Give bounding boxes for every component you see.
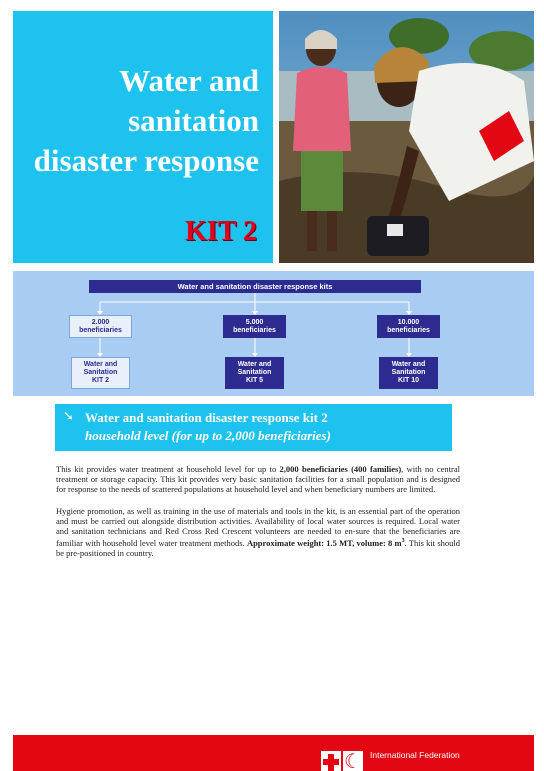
section-subheading: household level (for up to 2,000 beneficiaries) xyxy=(85,428,331,443)
paragraph-1-text-a: This kit provides water treatment at household level for up to xyxy=(56,464,280,474)
hero-title xyxy=(9,61,259,181)
red-cross-logo-icon xyxy=(321,751,341,771)
hero-photo-illustration xyxy=(279,11,534,263)
diagram-kit-2: Water and Sanitation KIT 2 xyxy=(71,357,130,389)
section-banner xyxy=(55,404,452,451)
arrow-icon: ➘ xyxy=(63,409,74,424)
hero-title-line-1: Water and xyxy=(119,63,259,98)
body-text xyxy=(56,464,460,570)
hero-photo xyxy=(279,11,534,263)
paragraph-2-text-d: . This kit should be pre-positioned in country. xyxy=(56,537,460,558)
footer-bar xyxy=(13,735,534,771)
paragraph-2 xyxy=(56,506,460,558)
footer-organization-name: International Federation xyxy=(370,750,460,760)
paragraph-1 xyxy=(56,464,460,494)
diagram-kit-5: Water and Sanitation KIT 5 xyxy=(225,357,284,389)
paragraph-2-bold-text: Approximate weight: 1.5 MT, volume: 8 m xyxy=(246,537,402,548)
diagram-beneficiaries-10000: 10.000 beneficiaries xyxy=(377,315,440,338)
red-crescent-logo-icon: ☾ xyxy=(344,751,362,771)
diagram-beneficiaries-2000: 2.000 beneficiaries xyxy=(69,315,132,338)
paragraph-2-text-a: Hygiene promotion, as well as training in the use of materials and tools in the kit, is an essential part of the operation and must be carried out alongside distribution activities. Availability of local water sources is required. Local water and sanitation technicians and Red Cross Red Crescent volunteers are needed to en-sure that the beneficiaries are familiar with household level water treatment methods. xyxy=(56,506,460,548)
paragraph-1-bold: 2,000 beneficiaries (400 families) xyxy=(279,464,402,474)
paragraph-2-bold xyxy=(247,538,405,548)
kit-label: KIT 2 xyxy=(185,216,257,247)
paragraph-2-superscript: 3 xyxy=(401,538,405,544)
diagram-beneficiaries-5000: 5.000 beneficiaries xyxy=(223,315,286,338)
hero-title-line-3: disaster response xyxy=(33,143,259,178)
kits-diagram xyxy=(13,271,534,396)
paragraph-1-text-c: , with no central treatment or storage capacity. This kit provides very basic sanitation facilities for a small population and is designed for response to the needs of scattered populations at household level and when beneficiary numbers are limited. xyxy=(56,464,461,494)
hero-title-panel xyxy=(13,11,273,263)
section-heading: Water and sanitation disaster response kit 2 xyxy=(85,410,328,425)
diagram-title: Water and sanitation disaster response kits xyxy=(89,280,421,293)
hero-title-line-2: sanitation xyxy=(128,103,259,138)
diagram-kit-10: Water and Sanitation KIT 10 xyxy=(379,357,438,389)
